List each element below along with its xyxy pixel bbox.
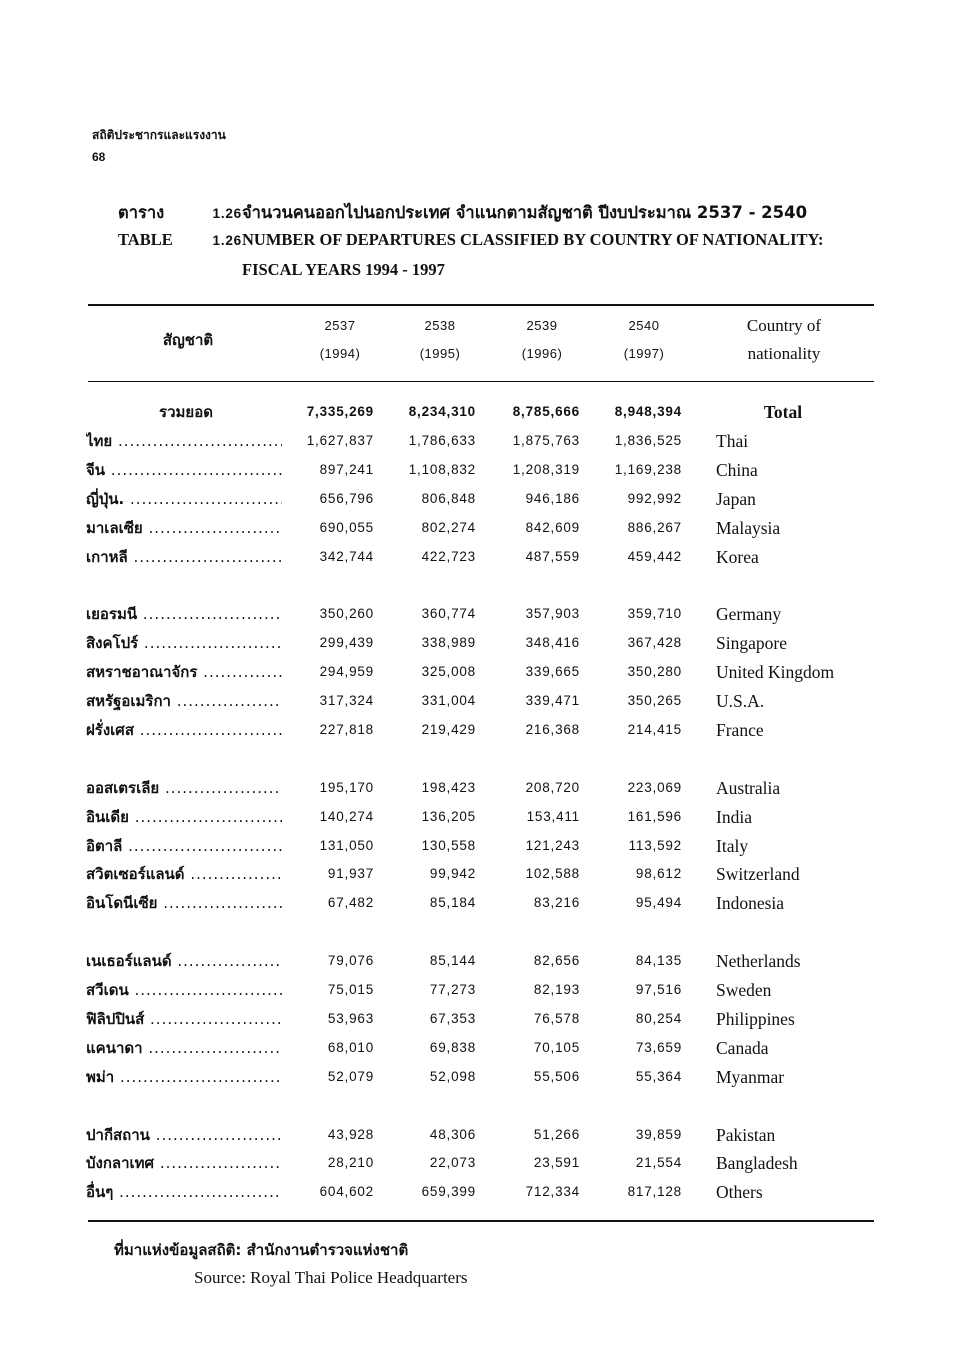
nationality-thai: อินโดนีเซีย ..... <box>86 889 282 917</box>
departures-value-year-4: 8,948,394 <box>614 404 682 419</box>
nationality-english: Bangladesh <box>716 1153 798 1174</box>
departures-value-year-2: 422,723 <box>421 548 476 564</box>
departures-value-year-2: 130,558 <box>421 837 476 853</box>
departures-value-year-1: 75,015 <box>327 982 374 997</box>
departures-value-year-1: 350,260 <box>319 606 374 622</box>
header-nationality-en-line1: Country of <box>746 316 822 335</box>
table-row <box>0 456 966 484</box>
nationality-english: Japan <box>716 488 756 509</box>
departures-value-year-3: 946,186 <box>525 490 580 506</box>
departures-value-year-4: 161,596 <box>627 808 682 824</box>
departures-value-year-1: 52,079 <box>327 1068 374 1084</box>
departures-value-year-3: 1,208,319 <box>512 461 580 477</box>
nationality-thai: ฟิลิปปินส์ ..... <box>86 1005 282 1033</box>
departures-value-year-1: 897,241 <box>319 461 374 477</box>
departures-value-year-4: 459,442 <box>627 548 682 564</box>
nationality-thai: รวมยอด <box>159 403 213 421</box>
departures-value-year-1: 67,482 <box>327 895 374 911</box>
departures-value-year-1: 604,602 <box>319 1184 374 1200</box>
departures-value-year-4: 55,364 <box>635 1068 682 1084</box>
departures-value-year-4: 39,859 <box>635 1126 682 1142</box>
departures-value-year-2: 69,838 <box>429 1039 476 1055</box>
table-row <box>0 1178 966 1206</box>
departures-value-year-3: 208,720 <box>525 779 580 795</box>
nationality-thai: ไทย ..... <box>86 427 282 455</box>
departures-value-year-4: 886,267 <box>627 519 682 535</box>
en-title-line1: NUMBER OF DEPARTURES CLASSIFIED BY COUNTRY OF NATIONALITY: <box>242 230 824 249</box>
departures-value-year-3: 8,785,666 <box>512 404 580 419</box>
nationality-thai: อินเดีย ..... <box>86 803 282 831</box>
table-row <box>0 716 966 744</box>
departures-value-year-2: 85,184 <box>429 895 476 911</box>
nationality-english: Indonesia <box>716 893 785 914</box>
departures-value-year-1: 227,818 <box>319 721 374 737</box>
departures-value-year-1: 140,274 <box>319 808 374 824</box>
page-header <box>92 124 226 168</box>
departures-value-year-4: 817,128 <box>627 1184 682 1200</box>
departures-value-year-1: 43,928 <box>327 1126 374 1142</box>
departures-value-year-3: 357,903 <box>525 606 580 622</box>
departures-value-year-1: 690,055 <box>319 519 374 535</box>
nationality-thai: ฝรั่งเศส ..... <box>86 716 282 744</box>
departures-value-year-4: 80,254 <box>635 1010 682 1026</box>
departures-value-year-3: 153,411 <box>526 808 580 824</box>
departures-value-year-2: 48,306 <box>429 1126 476 1142</box>
nationality-english: Singapore <box>716 633 787 654</box>
nationality-thai: อื่นๆ ..... <box>86 1178 282 1206</box>
table-top-rule <box>88 304 874 306</box>
publication-title: สถิติประชากรและแรงงาน <box>92 128 226 142</box>
nationality-thai: เนเธอร์แลนด์ ..... <box>86 947 282 975</box>
departures-value-year-2: 331,004 <box>421 693 476 708</box>
nationality-english: China <box>716 459 758 480</box>
departures-value-year-1: 299,439 <box>319 635 374 651</box>
departures-value-year-2: 67,353 <box>429 1010 476 1026</box>
nationality-thai: สวิตเซอร์แลนด์ ..... <box>86 860 282 888</box>
nationality-english: India <box>716 806 752 827</box>
departures-value-year-3: 82,656 <box>533 953 580 969</box>
nationality-thai: สหราชอาณาจักร ..... <box>86 658 282 686</box>
nationality-english: Philippines <box>716 1008 795 1029</box>
departures-value-year-4: 992,992 <box>627 490 682 506</box>
english-table-title <box>118 230 823 250</box>
table-row <box>0 976 966 1004</box>
thai-title-number: 1.26 <box>212 206 242 221</box>
nationality-thai: สวีเดน ..... <box>86 976 282 1004</box>
header-year-1-be: 2537 <box>324 318 356 333</box>
departures-value-year-1: 7,335,269 <box>306 404 374 419</box>
departures-value-year-1: 294,959 <box>319 664 374 680</box>
source-thai: ที่มาแห่งข้อมูลสถิติ: สำนักงานตำรวจแห่งชาติ <box>114 1241 409 1259</box>
nationality-english: Pakistan <box>716 1124 776 1145</box>
departures-value-year-1: 195,170 <box>319 779 374 795</box>
departures-value-year-2: 52,098 <box>429 1068 476 1084</box>
departures-value-year-1: 656,796 <box>319 490 374 506</box>
departures-value-year-1: 28,210 <box>327 1155 374 1171</box>
departures-value-year-2: 22,073 <box>429 1155 476 1171</box>
table-row <box>0 803 966 831</box>
departures-value-year-2: 1,108,832 <box>408 461 476 477</box>
nationality-english: Malaysia <box>716 517 781 538</box>
departures-value-year-1: 68,010 <box>327 1039 374 1055</box>
table-row <box>0 1063 966 1091</box>
nationality-english: Myanmar <box>716 1066 785 1087</box>
nationality-english: Australia <box>716 777 781 798</box>
departures-value-year-3: 82,193 <box>533 982 580 997</box>
departures-value-year-3: 842,609 <box>525 519 580 535</box>
header-year-2-ce: (1995) <box>419 346 461 361</box>
nationality-thai: จีน ..... <box>86 456 282 484</box>
departures-value-year-3: 70,105 <box>533 1039 580 1055</box>
table-row <box>0 774 966 802</box>
departures-value-year-2: 1,786,633 <box>408 432 476 448</box>
table-row <box>0 543 966 571</box>
nationality-english: United Kingdom <box>716 662 835 683</box>
header-year-3-be: 2539 <box>526 318 558 333</box>
departures-value-year-1: 342,744 <box>319 548 374 564</box>
thai-title-text: จำนวนคนออกไปนอกประเทศ จำแนกตามสัญชาติ ปีงบประมาณ 2537 - 2540 <box>242 203 808 222</box>
nationality-thai: มาเลเซีย ..... <box>86 514 282 542</box>
nationality-english: Others <box>716 1182 763 1203</box>
departures-value-year-2: 198,423 <box>421 779 476 795</box>
nationality-english: Korea <box>716 546 759 567</box>
header-year-2-be: 2538 <box>424 318 456 333</box>
table-row <box>0 600 966 628</box>
table-row <box>0 832 966 860</box>
departures-value-year-3: 712,334 <box>525 1184 580 1200</box>
departures-value-year-4: 98,612 <box>635 866 682 882</box>
table-row <box>0 1121 966 1149</box>
nationality-thai: ออสเตรเลีย ..... <box>86 774 282 802</box>
departures-value-year-3: 23,591 <box>533 1155 580 1171</box>
departures-value-year-3: 76,578 <box>533 1010 580 1026</box>
departures-value-year-2: 659,399 <box>421 1184 476 1200</box>
table-row <box>0 947 966 975</box>
departures-value-year-4: 367,428 <box>627 635 682 651</box>
departures-value-year-4: 95,494 <box>635 895 682 911</box>
departures-value-year-1: 53,963 <box>327 1010 374 1026</box>
table-row <box>0 1149 966 1177</box>
departures-value-year-3: 216,368 <box>525 721 580 737</box>
nationality-english: Germany <box>716 604 782 625</box>
nationality-thai: ปากีสถาน ..... <box>86 1121 282 1149</box>
table-row <box>0 485 966 513</box>
nationality-thai: บังกลาเทศ ..... <box>86 1149 282 1177</box>
departures-value-year-2: 85,144 <box>429 953 476 969</box>
total-row <box>0 398 966 426</box>
english-table-title-line2: FISCAL YEARS 1994 - 1997 <box>242 260 445 279</box>
departures-value-year-1: 1,627,837 <box>306 432 374 448</box>
source-english: Source: Royal Thai Police Headquarters <box>194 1268 468 1287</box>
nationality-thai: ญี่ปุ่น. ..... <box>86 485 282 513</box>
departures-value-year-3: 83,216 <box>533 895 580 911</box>
table-bottom-rule <box>88 1220 874 1222</box>
departures-value-year-4: 350,265 <box>627 693 682 708</box>
table-row <box>0 658 966 686</box>
header-nationality-thai: สัญชาติ <box>162 331 214 349</box>
nationality-thai: สหรัฐอเมริกา ..... <box>86 687 282 715</box>
departures-value-year-3: 339,665 <box>525 664 580 680</box>
table-row <box>0 889 966 917</box>
page-number: 68 <box>92 150 106 164</box>
departures-value-year-4: 113,592 <box>628 837 682 853</box>
nationality-english: Switzerland <box>716 864 800 885</box>
departures-value-year-1: 79,076 <box>327 953 374 969</box>
departures-value-year-2: 360,774 <box>421 606 476 622</box>
nationality-english: Canada <box>716 1037 769 1058</box>
departures-value-year-2: 338,989 <box>421 635 476 651</box>
table-row <box>0 427 966 455</box>
en-title-label: TABLE <box>118 230 173 249</box>
departures-value-year-4: 97,516 <box>635 982 682 997</box>
nationality-thai: เกาหลี ..... <box>86 543 282 571</box>
table-row <box>0 687 966 715</box>
departures-value-year-2: 136,205 <box>421 808 476 824</box>
departures-value-year-3: 51,266 <box>533 1126 580 1142</box>
departures-value-year-2: 325,008 <box>421 664 476 680</box>
departures-value-year-2: 219,429 <box>421 721 476 737</box>
departures-value-year-4: 1,169,238 <box>614 461 682 477</box>
table-row <box>0 1034 966 1062</box>
nationality-thai: สิงคโปร์ ..... <box>86 629 282 657</box>
departures-value-year-4: 350,280 <box>627 664 682 680</box>
departures-value-year-1: 317,324 <box>319 693 374 708</box>
departures-value-year-4: 214,415 <box>627 721 682 737</box>
departures-value-year-4: 73,659 <box>635 1039 682 1055</box>
nationality-english: Netherlands <box>716 951 801 972</box>
departures-value-year-4: 1,836,525 <box>614 432 682 448</box>
nationality-english: U.S.A. <box>716 691 765 711</box>
departures-value-year-3: 487,559 <box>525 548 580 564</box>
departures-value-year-2: 8,234,310 <box>408 404 476 419</box>
header-year-4-ce: (1997) <box>623 346 665 361</box>
nationality-english: France <box>716 719 764 740</box>
departures-value-year-3: 102,588 <box>525 866 580 882</box>
departures-value-year-3: 55,506 <box>533 1068 580 1084</box>
departures-value-year-2: 99,942 <box>429 866 476 882</box>
table-row <box>0 514 966 542</box>
departures-value-year-3: 348,416 <box>525 635 580 651</box>
nationality-thai: เยอรมนี ..... <box>86 600 282 628</box>
departures-value-year-2: 802,274 <box>421 519 476 535</box>
departures-value-year-4: 359,710 <box>627 606 682 622</box>
header-year-3-ce: (1996) <box>521 346 563 361</box>
departures-value-year-3: 1,875,763 <box>512 432 580 448</box>
departures-value-year-2: 806,848 <box>421 490 476 506</box>
nationality-thai: อิตาลี ..... <box>86 832 282 860</box>
nationality-english: Thai <box>716 430 749 451</box>
nationality-thai: พม่า ..... <box>86 1063 282 1091</box>
departures-value-year-1: 91,937 <box>327 866 374 882</box>
departures-value-year-3: 121,243 <box>525 837 580 853</box>
departures-value-year-2: 77,273 <box>429 982 476 997</box>
header-year-1-ce: (1994) <box>319 346 361 361</box>
table-row <box>0 1005 966 1033</box>
en-title-number: 1.26 <box>212 233 242 248</box>
nationality-english: Total <box>763 402 803 422</box>
departures-value-year-3: 339,471 <box>525 693 580 708</box>
departures-value-year-1: 131,050 <box>319 837 374 853</box>
nationality-thai: แคนาดา ..... <box>86 1034 282 1062</box>
departures-value-year-4: 84,135 <box>635 953 682 969</box>
nationality-english: Sweden <box>716 980 772 1000</box>
departures-value-year-4: 21,554 <box>635 1155 682 1171</box>
departures-value-year-4: 223,069 <box>627 779 682 795</box>
header-nationality-en-line2: nationality <box>747 344 821 363</box>
thai-table-title <box>118 200 807 226</box>
table-header-rule <box>88 381 874 382</box>
table-row <box>0 860 966 888</box>
thai-title-label: ตาราง <box>118 203 165 222</box>
header-year-4-be: 2540 <box>628 318 660 333</box>
table-row <box>0 629 966 657</box>
nationality-english: Italy <box>716 835 749 856</box>
